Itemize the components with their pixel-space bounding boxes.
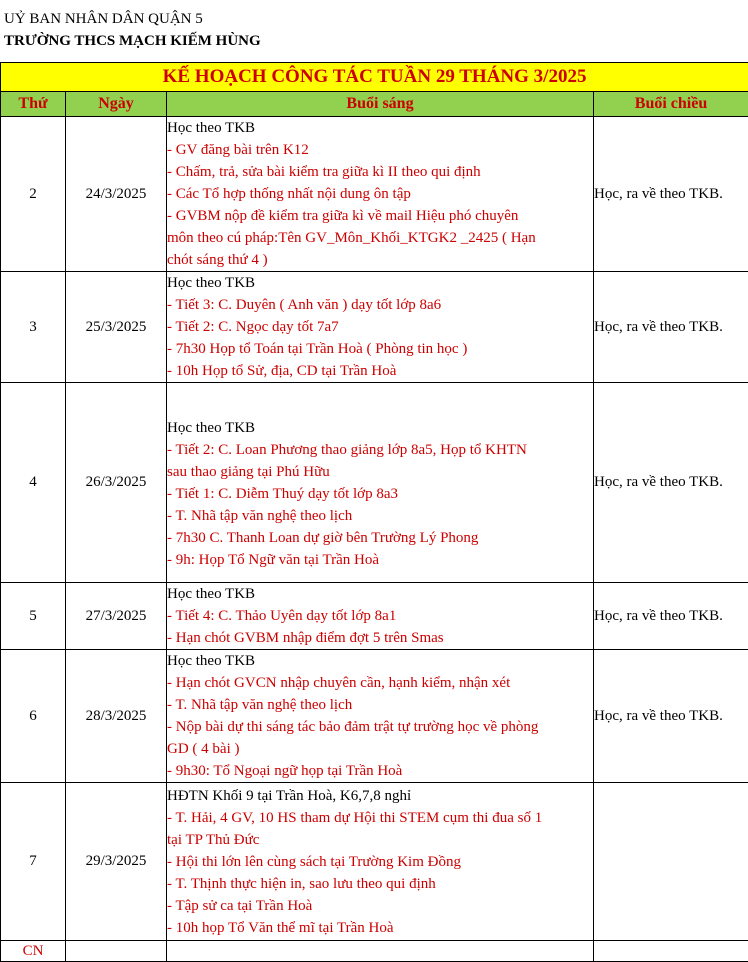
morning-line: - 9h30: Tổ Ngoại ngữ họp tại Trần Hoà <box>167 760 593 782</box>
day-cell: 5 <box>1 583 66 650</box>
morning-line: - 9h: Họp Tổ Ngữ văn tại Trần Hoà <box>167 549 593 571</box>
morning-line: chót sáng thứ 4 ) <box>167 249 593 271</box>
morning-line: - Hội thi lớn lên cùng sách tại Trường Kim Đồng <box>167 851 593 873</box>
date-cell: 29/3/2025 <box>66 783 167 941</box>
plan-title: KẾ HOẠCH CÔNG TÁC TUẦN 29 THÁNG 3/2025 <box>1 63 748 92</box>
agency-name: UỶ BAN NHÂN DÂN QUẬN 5 <box>4 11 203 28</box>
morning-line: tại TP Thủ Đức <box>167 829 593 851</box>
date-cell: 24/3/2025 <box>66 117 167 272</box>
morning-line: - Hạn chót GVCN nhập chuyên cần, hạnh kiểm, nhận xét <box>167 672 593 694</box>
morning-line: - Chấm, trả, sửa bài kiểm tra giữa kì II theo qui định <box>167 161 593 183</box>
weekly-plan-table <box>0 62 748 962</box>
morning-line: - 10h họp Tổ Văn thể mĩ tại Trần Hoà <box>167 917 593 939</box>
morning-line: - T. Thịnh thực hiện in, sao lưu theo qui định <box>167 873 593 895</box>
afternoon-cell <box>594 941 748 962</box>
morning-line: Học theo TKB <box>167 417 593 439</box>
morning-cell <box>167 941 594 962</box>
morning-line: - 7h30 Họp tổ Toán tại Trần Hoà ( Phòng tin học ) <box>167 338 593 360</box>
afternoon-cell: Học, ra về theo TKB. <box>594 117 748 272</box>
morning-line: - Tiết 1: C. Diễm Thuý dạy tốt lớp 8a3 <box>167 483 593 505</box>
column-header-row <box>1 92 748 117</box>
day-cell: 2 <box>1 117 66 272</box>
day-cell: 7 <box>1 783 66 941</box>
date-cell: 25/3/2025 <box>66 272 167 383</box>
morning-line: - Nộp bài dự thi sáng tác bảo đảm trật tự trường học về phòng <box>167 716 593 738</box>
morning-line: môn theo cú pháp:Tên GV_Môn_Khối_KTGK2 _2425 ( Hạn <box>167 227 593 249</box>
morning-line: - Hạn chót GVBM nhập điểm đợt 5 trên Smas <box>167 627 593 649</box>
day-cell: CN <box>1 941 66 962</box>
morning-line: sau thao giảng tại Phú Hữu <box>167 461 593 483</box>
morning-cell <box>167 583 594 650</box>
morning-line: - Tiết 2: C. Loan Phương thao giảng lớp 8a5, Họp tổ KHTN <box>167 439 593 461</box>
morning-line: HĐTN Khối 9 tại Trần Hoà, K6,7,8 nghỉ <box>167 785 593 807</box>
title-row <box>1 63 748 92</box>
morning-line: - Tiết 4: C. Thảo Uyên dạy tốt lớp 8a1 <box>167 605 593 627</box>
morning-cell <box>167 272 594 383</box>
morning-line: - GVBM nộp đề kiểm tra giữa kì về mail Hiệu phó chuyên <box>167 205 593 227</box>
column-header-date: Ngày <box>66 92 167 117</box>
table-row <box>1 941 748 962</box>
column-header-day: Thứ <box>1 92 66 117</box>
table-row <box>1 272 748 383</box>
morning-line: - GV đăng bài trên K12 <box>167 139 593 161</box>
morning-cell <box>167 650 594 783</box>
table-row <box>1 117 748 272</box>
afternoon-cell: Học, ra về theo TKB. <box>594 650 748 783</box>
morning-line: GD ( 4 bài ) <box>167 738 593 760</box>
morning-line: Học theo TKB <box>167 117 593 139</box>
afternoon-cell: Học, ra về theo TKB. <box>594 383 748 583</box>
day-cell: 6 <box>1 650 66 783</box>
table-row <box>1 650 748 783</box>
date-cell: 26/3/2025 <box>66 383 167 583</box>
day-cell: 4 <box>1 383 66 583</box>
morning-line: - 7h30 C. Thanh Loan dự giờ bên Trường Lý Phong <box>167 527 593 549</box>
table-row <box>1 783 748 941</box>
afternoon-cell: Học, ra về theo TKB. <box>594 583 748 650</box>
morning-line: - T. Nhã tập văn nghệ theo lịch <box>167 505 593 527</box>
morning-line: Học theo TKB <box>167 650 593 672</box>
school-name: TRƯỜNG THCS MẠCH KIẾM HÙNG <box>4 33 261 50</box>
morning-line: - T. Hải, 4 GV, 10 HS tham dự Hội thi STEM cụm thi đua số 1 <box>167 807 593 829</box>
date-cell: 27/3/2025 <box>66 583 167 650</box>
column-header-morning: Buổi sáng <box>167 92 594 117</box>
morning-line: Học theo TKB <box>167 272 593 294</box>
morning-cell <box>167 117 594 272</box>
morning-line: - Tiết 2: C. Ngọc dạy tốt 7a7 <box>167 316 593 338</box>
morning-line: - T. Nhã tập văn nghệ theo lịch <box>167 694 593 716</box>
morning-line: - Các Tổ hợp thống nhất nội dung ôn tập <box>167 183 593 205</box>
date-cell: 28/3/2025 <box>66 650 167 783</box>
morning-cell <box>167 783 594 941</box>
morning-cell <box>167 383 594 583</box>
plan-body <box>1 117 748 962</box>
morning-line: - Tiết 3: C. Duyên ( Anh văn ) dạy tốt lớp 8a6 <box>167 294 593 316</box>
column-header-afternoon: Buổi chiều <box>594 92 748 117</box>
afternoon-cell <box>594 783 748 941</box>
date-cell <box>66 941 167 962</box>
morning-line: - 10h Họp tổ Sử, địa, CD tại Trần Hoà <box>167 360 593 382</box>
table-row <box>1 583 748 650</box>
afternoon-cell: Học, ra về theo TKB. <box>594 272 748 383</box>
morning-line: Học theo TKB <box>167 583 593 605</box>
table-row <box>1 383 748 583</box>
day-cell: 3 <box>1 272 66 383</box>
morning-line: - Tập sử ca tại Trần Hoà <box>167 895 593 917</box>
